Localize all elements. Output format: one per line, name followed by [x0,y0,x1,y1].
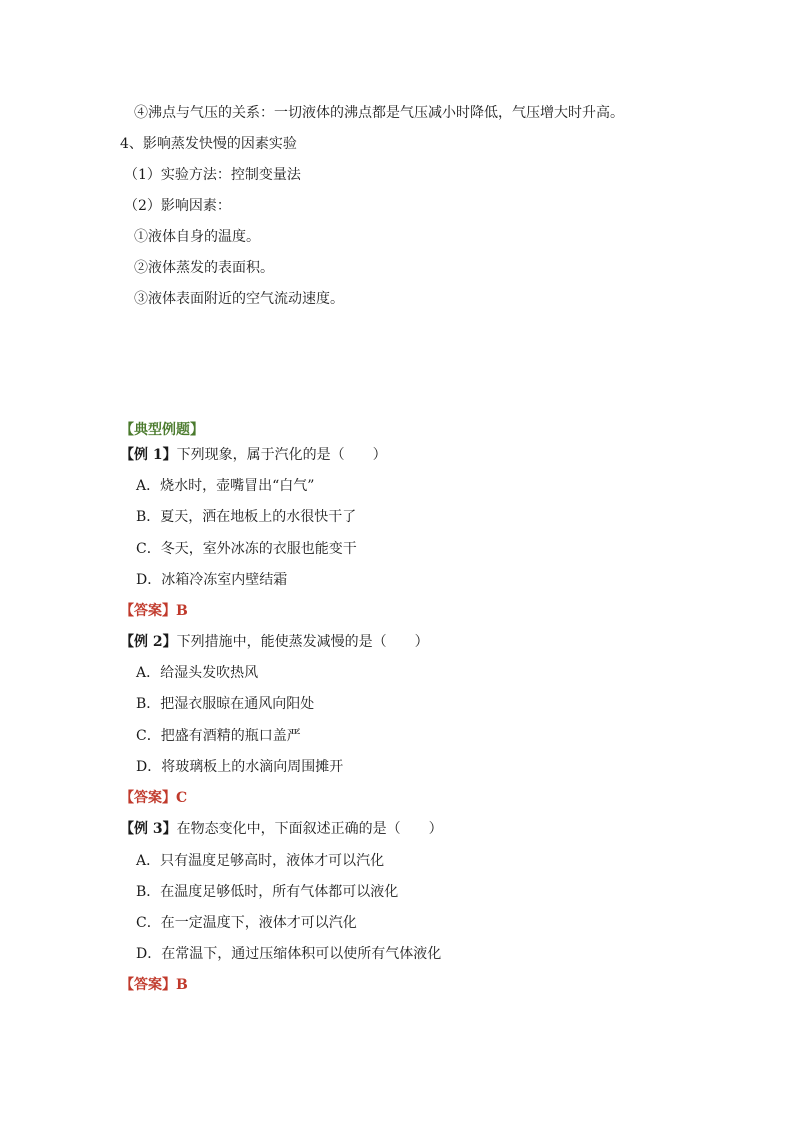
question-text: 在物态变化中，下面叙述正确的是（ ） [176,821,443,837]
option-b: B．夏天，洒在地板上的水很快干了 [136,509,357,525]
example-label: 【例 3】 [120,821,177,837]
option-c: C．冬天，室外冰冻的衣服也能变干 [136,541,357,557]
option-a: A．只有温度足够高时，液体才可以汽化 [136,853,385,869]
answer-value: C [176,790,188,806]
answer-label: 【答案】 [120,603,176,619]
answer-label: 【答案】 [120,790,176,806]
factor-item: ①液体自身的温度。 [134,229,260,245]
option-d: D．将玻璃板上的水滴向周围摊开 [136,759,344,775]
option-b: B．把湿衣服晾在通风向阳处 [136,696,315,712]
example-1-answer [120,602,188,620]
example-2-answer [120,789,187,807]
example-1-question [120,446,387,464]
factor-item: ③液体表面附近的空气流动速度。 [134,291,344,307]
option-a: A．烧水时，壶嘴冒出“白气” [136,478,315,494]
answer-label: 【答案】 [120,977,176,993]
section-4-title: 4、影响蒸发快慢的因素实验 [120,136,297,152]
answer-value: B [176,603,188,619]
option-d: D．冰箱冷冻室内壁结霜 [136,572,288,588]
factors-heading: （2）影响因素： [124,198,231,214]
example-3-answer [120,976,188,994]
option-a: A．给湿头发吹热风 [136,665,259,681]
examples-heading: 【典型例题】 [120,422,204,438]
example-3-question [120,820,443,838]
boiling-pressure-note: ④沸点与气压的关系：一切液体的沸点都是气压减小时降低，气压增大时升高。 [134,105,624,121]
option-c: C．在一定温度下，液体才可以汽化 [136,915,357,931]
experiment-method: （1）实验方法：控制变量法 [124,167,301,183]
example-label: 【例 2】 [120,634,177,650]
factor-item: ②液体蒸发的表面积。 [134,260,274,276]
option-c: C．把盛有酒精的瓶口盖严 [136,728,301,744]
option-d: D．在常温下，通过压缩体积可以使所有气体液化 [136,946,442,962]
example-2-question [120,633,429,651]
question-text: 下列措施中，能使蒸发减慢的是（ ） [176,634,429,650]
answer-value: B [176,977,188,993]
option-b: B．在温度足够低时，所有气体都可以液化 [136,884,399,900]
question-text: 下列现象，属于汽化的是（ ） [176,447,387,463]
example-label: 【例 1】 [120,447,177,463]
